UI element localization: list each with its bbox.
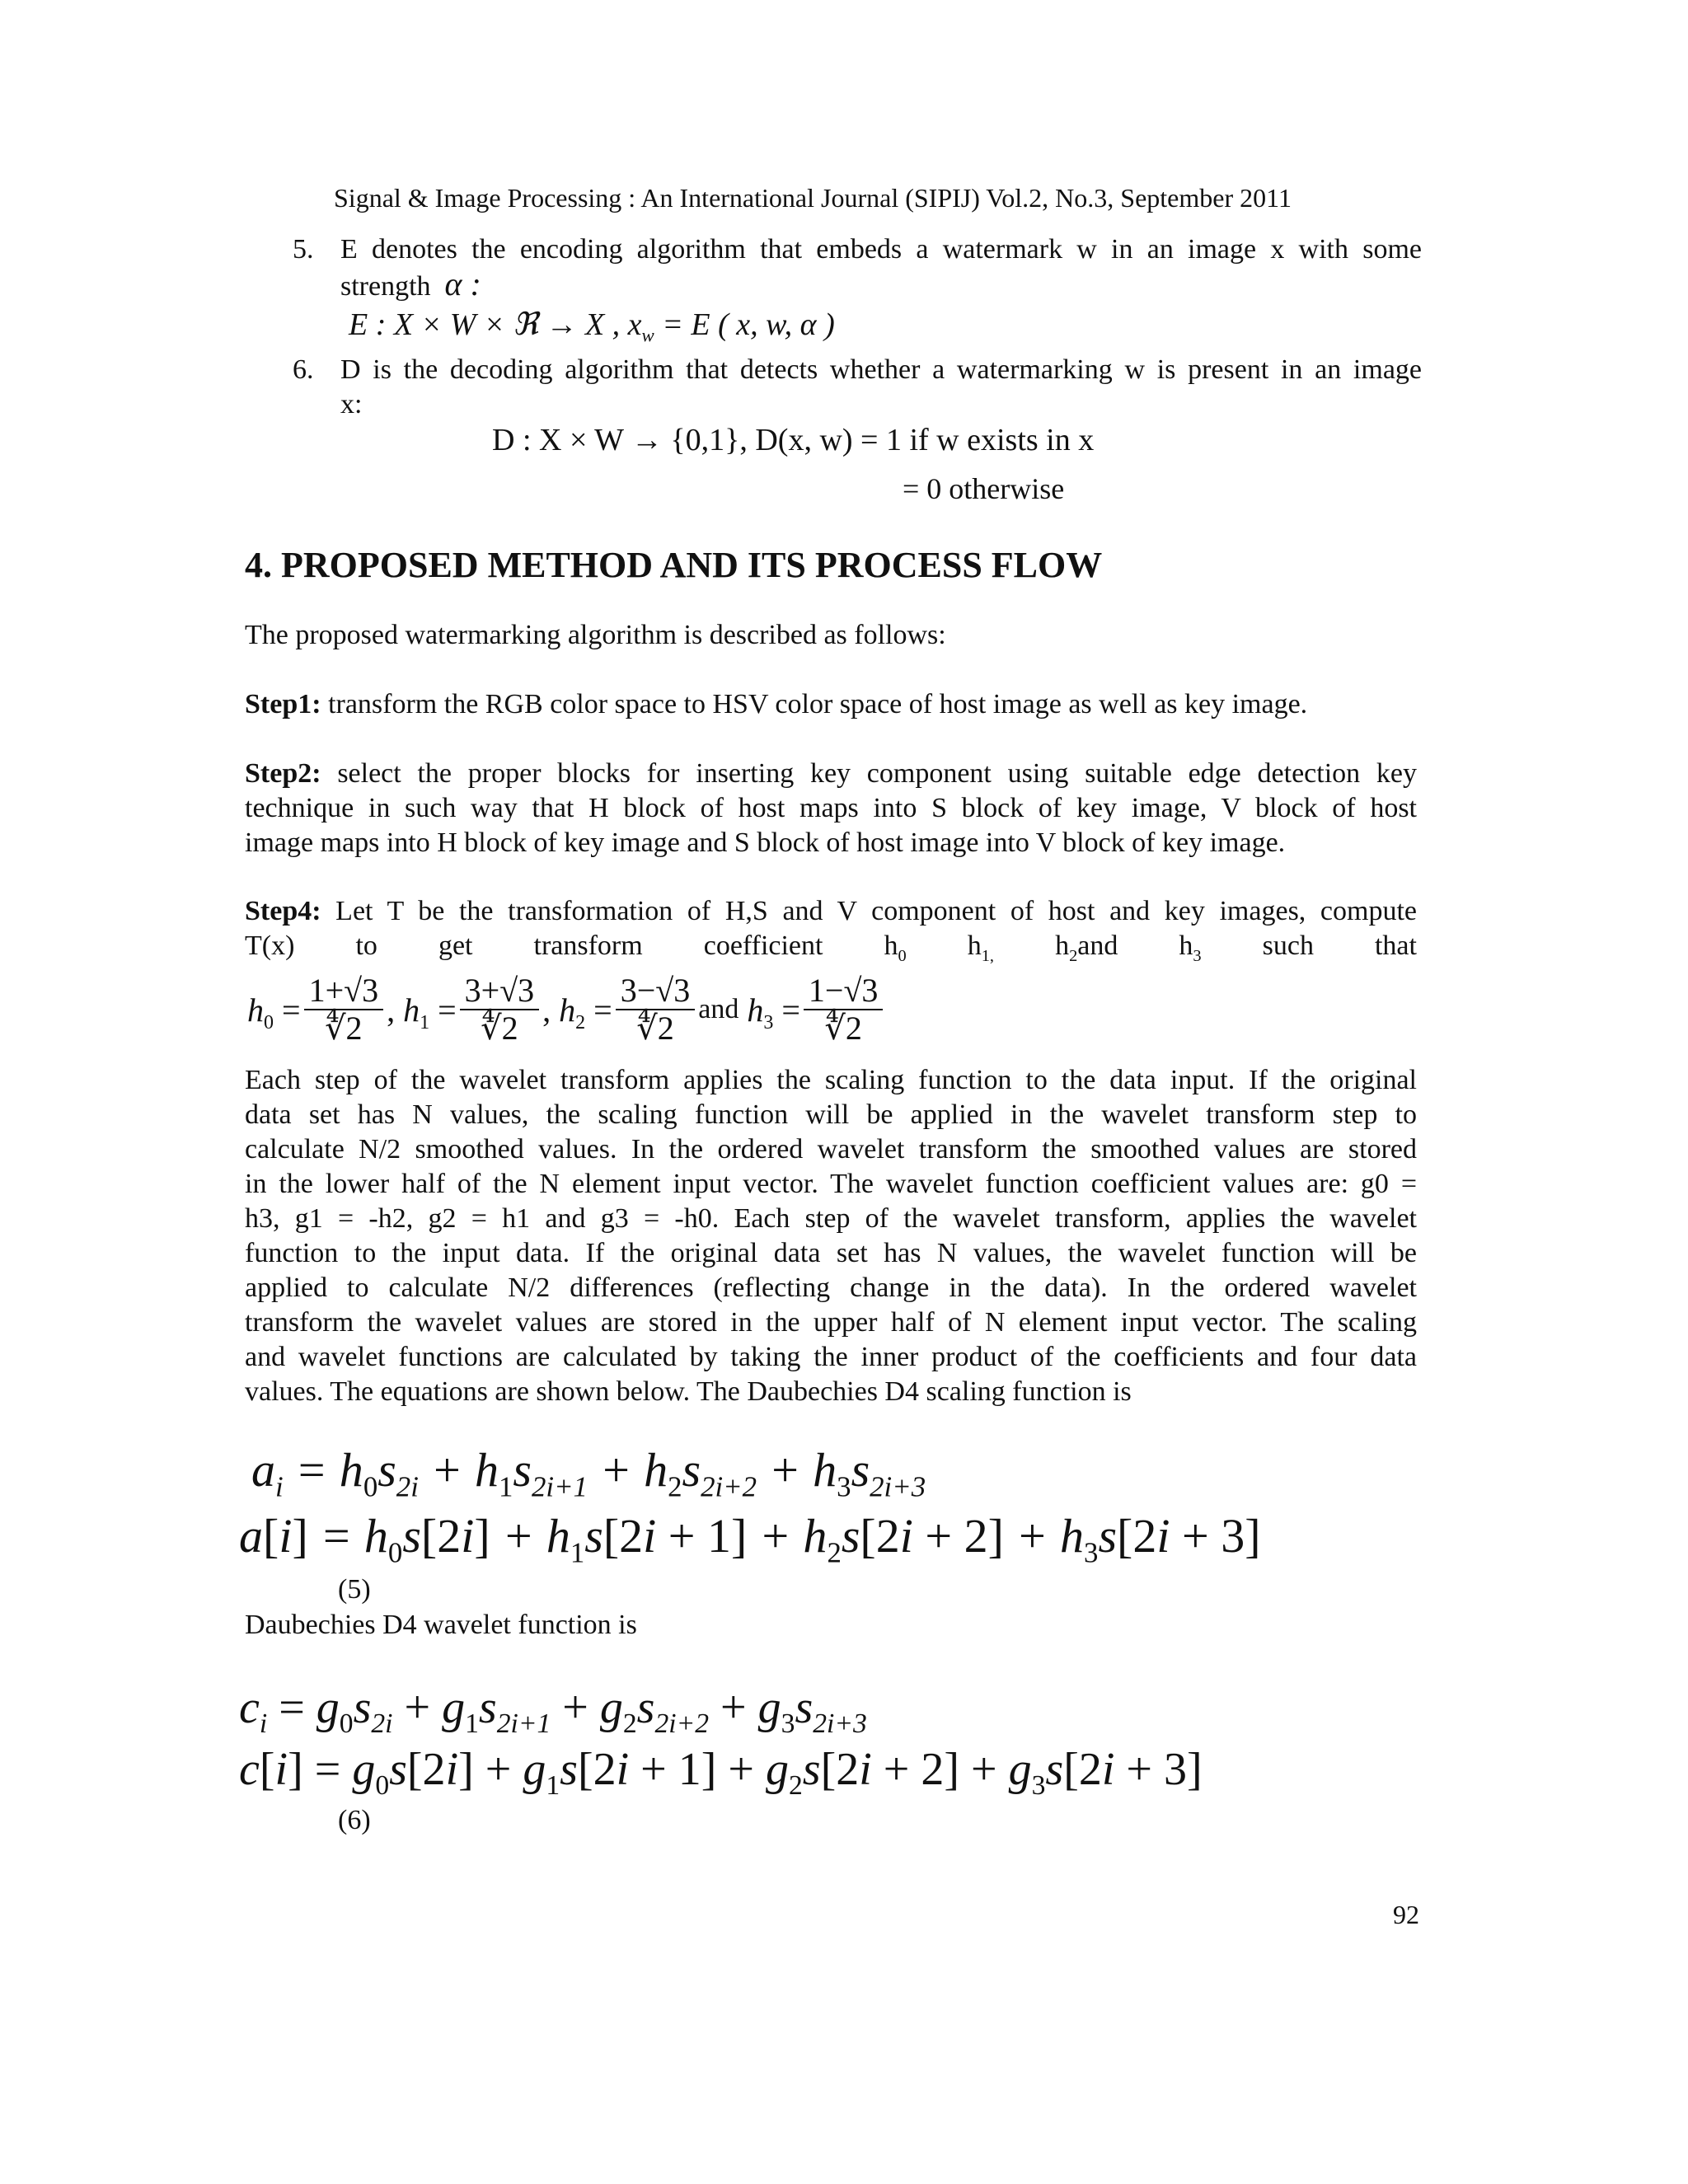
decoding-formula-otherwise: = 0 otherwise	[903, 472, 1065, 505]
item5-line1: E denotes the encoding algorithm that embeds a watermark w in an image x with some	[340, 234, 1422, 265]
list-number: 6.	[293, 354, 314, 385]
item5-line2: strength α :	[340, 265, 481, 302]
equation-number-6: (6)	[338, 1805, 371, 1835]
h1-fraction: $\frac{3+√3}{∜2}$	[460, 972, 540, 1047]
h0-fraction: $\frac{1+√3}{∜2}$	[304, 972, 384, 1047]
list-number: 5.	[293, 234, 314, 265]
encoding-formula: E : X × W × ℜ → X , $x_w = E$ ( x, w, α )	[349, 307, 835, 346]
page-number: 92	[1393, 1900, 1419, 1929]
wavelet-equation-subscript-form: $c_i = g_0s_{2i} + g_1s_{2i+1} + g_2s_{2i+2} + g_3s_{2i+3}$	[239, 1682, 867, 1740]
step2-paragraph: Step2: select the proper blocks for inserting key component using suitable edge detection key technique in such way that H block of host maps into S block of key image, V block of host image maps into H block of key image and S block of host image into V block of key image.	[245, 758, 1417, 858]
equation-number-5: (5)	[338, 1574, 371, 1605]
step4-paragraph: Step4: Let T be the transformation of H,S and V component of host and key images, compute T(x) to get transform coefficient $h_0$ $h_{1,}$ $h_2and$ $h_3$ such that	[245, 896, 1417, 965]
h2-fraction: $\frac{3-√3}{∜2}$	[616, 972, 696, 1047]
coefficient-formulas: $h_0$ = $\frac{1+√3}{∜2}$ , $h_1$ = $\frac{3+√3}{∜2}$ , $h_2$ = $\frac{3-√3}{∜2}$ and $h_3$ = $\frac{1-√3}{∜2}$	[247, 972, 886, 1047]
step2-label: Step2:	[245, 758, 321, 789]
journal-header: Signal & Image Processing : An International Journal (SIPIJ) Vol.2, No.3, September 2011	[334, 183, 1292, 213]
wavelet-description-paragraph: Each step of the wavelet transform applies the scaling function to the data input. If the original data set has N values, the scaling function will be applied in the wavelet transform step to calculate N/2 smoothed values. In the ordered wavelet transform the smoothed values are stored in the lower half of the N element input vector. The wavelet function coefficient values are: g0 = h3, g1 = -h2, g2 = h1 and g3 = -h0. Each step of the wavelet transform, applies the wavelet function to the input data. If the original data set has N values, the wavelet function will be applied to calculate N/2 differences (reflecting change in the data). In the ordered wavelet transform the wavelet values are stored in the upper half of N element input vector. The scaling and wavelet functions are calculated by taking the inner product of the coefficients and four data values. The equations are shown below. The Daubechies D4 scaling function is	[245, 1065, 1417, 1407]
wavelet-function-intro: Daubechies D4 wavelet function is	[245, 1610, 637, 1640]
item6-line1: D is the decoding algorithm that detects whether a watermarking w is present in an image	[340, 354, 1422, 385]
h3-fraction: $\frac{1-√3}{∜2}$	[804, 972, 884, 1047]
section-heading: 4. PROPOSED METHOD AND ITS PROCESS FLOW	[245, 545, 1103, 585]
step1-paragraph: Step1: transform the RGB color space to HSV color space of host image as well as key image.	[245, 689, 1308, 719]
item6-line2: x:	[340, 389, 363, 419]
intro-paragraph: The proposed watermarking algorithm is described as follows:	[245, 620, 946, 650]
step1-label: Step1:	[245, 689, 321, 719]
decoding-formula: D : X × W → {0,1}, D(x, w) = 1 if w exists in x	[492, 423, 1095, 457]
wavelet-equation-array-form: $c[i] = g_0s[2i] + g_1s[2i + 1] + g_2s[2i + 2] + g_3s[2i + 3]$	[239, 1744, 1203, 1802]
list-body	[340, 353, 1422, 422]
list-body	[340, 232, 1422, 346]
alpha-symbol: α :	[444, 265, 481, 302]
step4-line2: T(x) to get transform coefficient $h_0$ $h_{1,}$ $h_2and$ $h_3$ such that	[245, 930, 1417, 965]
scaling-equation-array-form: $a[i] = h_0s[2i] + h_1s[2i + 1] + h_2s[2i + 2] + h_3s[2i + 3]$	[239, 1509, 1261, 1569]
scaling-equation-subscript-form: $a_i = h_0s_{2i} + h_1s_{2i+1} + h_2s_{2i+2} + h_3s_{2i+3}$	[251, 1443, 926, 1503]
step4-label: Step4:	[245, 896, 321, 926]
